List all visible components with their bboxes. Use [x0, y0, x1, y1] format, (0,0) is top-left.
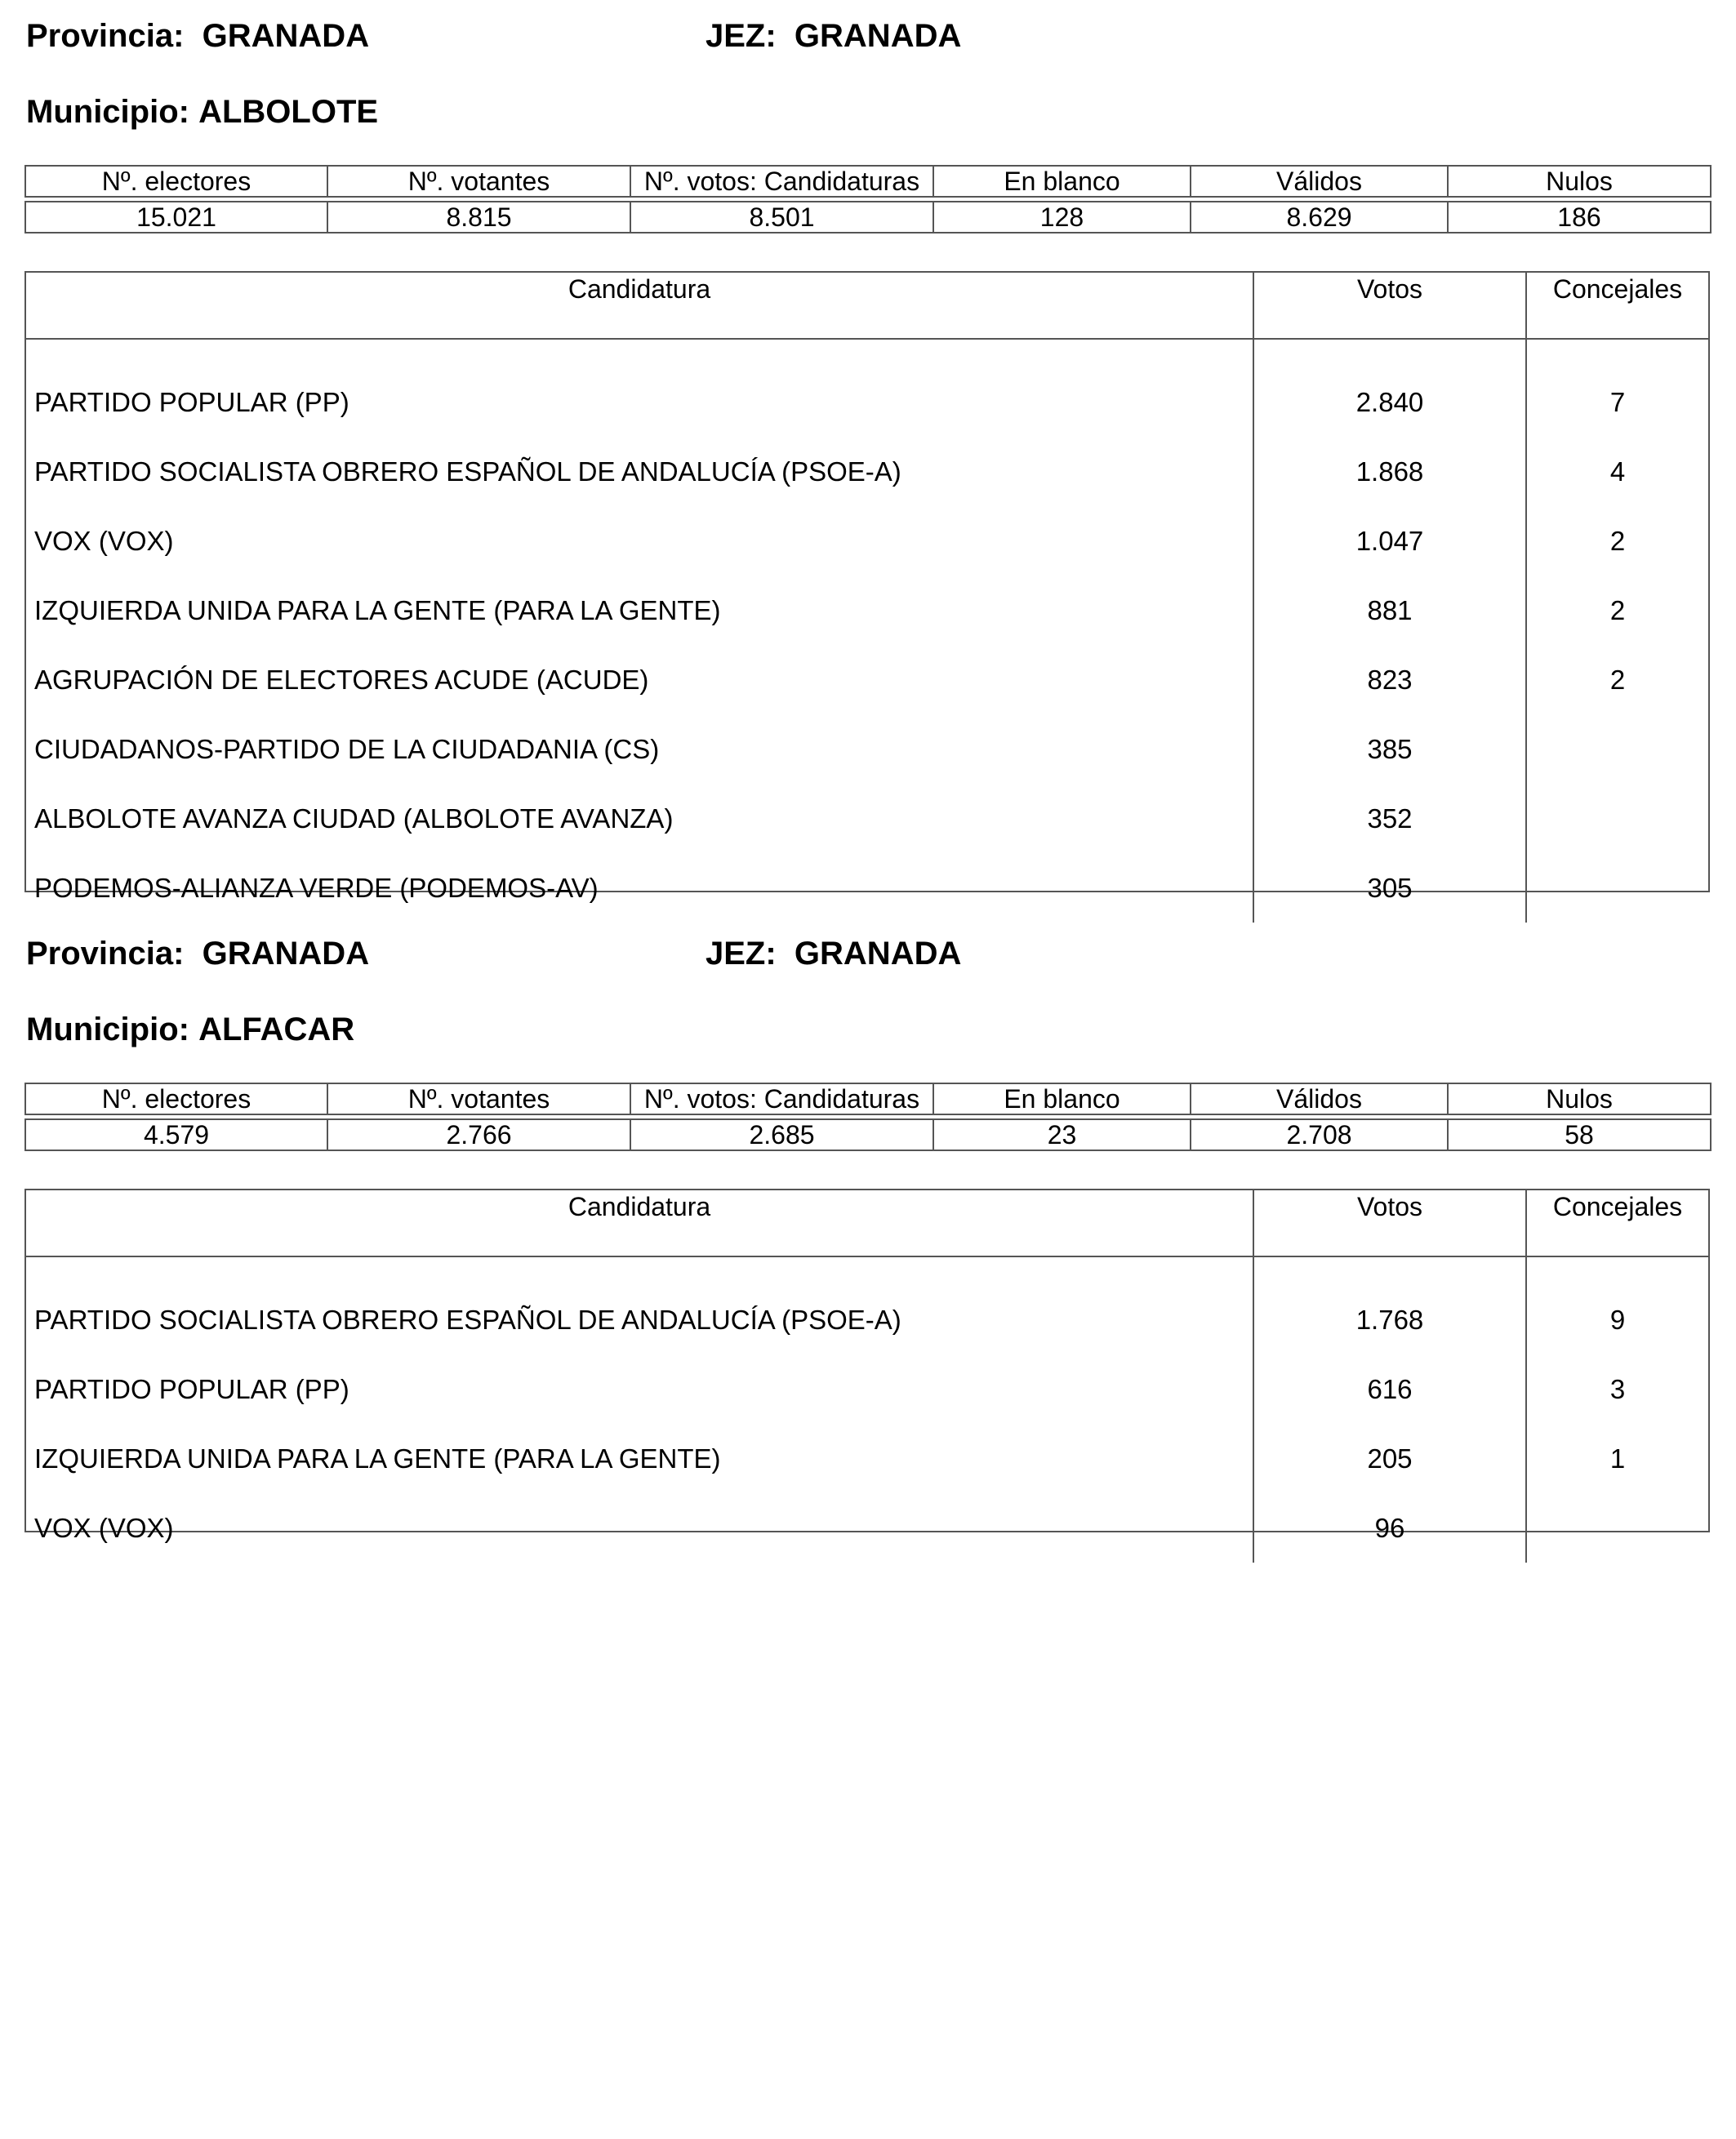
candidatura-name: PARTIDO POPULAR (PP): [26, 340, 1254, 437]
provincia-label: Provincia:: [26, 18, 185, 54]
candidatura-votos: 352: [1254, 784, 1527, 853]
jez-value: GRANADA: [794, 18, 962, 54]
stats-value-row: [25, 1119, 1711, 1150]
table-row: [26, 784, 1708, 853]
candidatura-concejales: 3: [1609, 1373, 1626, 1404]
stats-value-nulos: 58: [1448, 1119, 1711, 1150]
table-row: [26, 1493, 1708, 1563]
candidatura-concejales: 2: [1609, 594, 1626, 625]
candidatura-votos: 823: [1254, 645, 1527, 714]
stats-header-votos-candidaturas: Nº. votos: Candidaturas: [630, 1083, 933, 1114]
candidatura-concejales: 2: [1609, 664, 1626, 695]
provincia-line: [26, 18, 369, 55]
candidatura-concejales: [1527, 1493, 1708, 1563]
candidatura-name: AGRUPACIÓN DE ELECTORES ACUDE (ACUDE): [26, 645, 1254, 714]
candidatura-name: ALBOLOTE AVANZA CIUDAD (ALBOLOTE AVANZA): [26, 784, 1254, 853]
candidatura-concejales: 7: [1609, 386, 1626, 417]
candidatura-concejales: [1527, 784, 1708, 853]
candidatura-name: PODEMOS-ALIANZA VERDE (PODEMOS-AV): [26, 853, 1254, 923]
municipio-value: ALBOLOTE: [198, 94, 379, 130]
candidatura-name: VOX (VOX): [26, 1493, 1254, 1563]
stats-header-votantes: Nº. votantes: [327, 166, 630, 197]
table-row: [26, 1354, 1708, 1424]
candidatura-votos: 305: [1254, 853, 1527, 923]
stats-header-electores: Nº. electores: [25, 1083, 327, 1114]
candidatura-name: VOX (VOX): [26, 506, 1254, 576]
table-row: [26, 1424, 1708, 1493]
municipio-line: [26, 1012, 354, 1048]
candidatura-votos: 616: [1254, 1354, 1527, 1424]
jez-line: [706, 18, 961, 55]
candidatura-name: CIUDADANOS-PARTIDO DE LA CIUDADANIA (CS): [26, 714, 1254, 784]
municipio-label: Municipio:: [26, 1012, 189, 1047]
stats-value-votos-candidaturas: 2.685: [630, 1119, 933, 1150]
stats-value-row: [25, 202, 1711, 233]
candidatura-concejales: 2: [1609, 525, 1626, 556]
stats-value-nulos: 186: [1448, 202, 1711, 233]
candidatura-name: IZQUIERDA UNIDA PARA LA GENTE (PARA LA GENTE): [26, 576, 1254, 645]
candidaturas-table: [24, 1189, 1710, 1543]
stats-value-electores: 4.579: [25, 1119, 327, 1150]
candidatura-concejales: [1527, 853, 1708, 923]
candidatura-votos: 205: [1254, 1424, 1527, 1493]
stats-header-row: [25, 166, 1711, 197]
table-row: [26, 340, 1708, 437]
header-candidatura: Candidatura: [26, 273, 1254, 338]
header-candidatura: Candidatura: [26, 1190, 1254, 1256]
stats-value-votantes: 8.815: [327, 202, 630, 233]
table-row: [26, 576, 1708, 645]
stats-value-en-blanco: 128: [933, 202, 1191, 233]
candidatura-votos: 96: [1254, 1493, 1527, 1563]
candidatura-votos: 385: [1254, 714, 1527, 784]
stats-value-electores: 15.021: [25, 202, 327, 233]
stats-header-en-blanco: En blanco: [933, 1083, 1191, 1114]
candidaturas-header-row: [26, 1190, 1708, 1257]
jez-line: [706, 936, 961, 972]
jez-label: JEZ:: [706, 936, 777, 972]
stats-header-validos: Válidos: [1191, 166, 1448, 197]
candidaturas-header-row: [26, 273, 1708, 340]
stats-header-votantes: Nº. votantes: [327, 1083, 630, 1114]
candidaturas-table: [24, 271, 1710, 903]
candidatura-name: PARTIDO POPULAR (PP): [26, 1354, 1254, 1424]
candidatura-votos: 1.768: [1254, 1257, 1527, 1354]
stats-value-votantes: 2.766: [327, 1119, 630, 1150]
candidatura-votos: 881: [1254, 576, 1527, 645]
municipio-line: [26, 94, 378, 131]
jez-label: JEZ:: [706, 18, 777, 54]
municipio-label: Municipio:: [26, 94, 189, 130]
header-votos: Votos: [1254, 1190, 1527, 1256]
header-concejales: Concejales: [1552, 274, 1683, 304]
stats-value-votos-candidaturas: 8.501: [630, 202, 933, 233]
table-row: [26, 1257, 1708, 1354]
provincia-value: GRANADA: [202, 18, 370, 54]
candidatura-concejales: 9: [1609, 1304, 1626, 1335]
provincia-label: Provincia:: [26, 936, 185, 972]
candidatura-concejales: 4: [1609, 456, 1626, 487]
stats-header-row: [25, 1083, 1711, 1114]
candidatura-name: IZQUIERDA UNIDA PARA LA GENTE (PARA LA GENTE): [26, 1424, 1254, 1493]
candidatura-concejales: [1527, 714, 1708, 784]
stats-header-nulos: Nulos: [1448, 1083, 1711, 1114]
table-row: [26, 714, 1708, 784]
stats-header-validos: Válidos: [1191, 1083, 1448, 1114]
jez-value: GRANADA: [794, 936, 962, 972]
stats-header-nulos: Nulos: [1448, 166, 1711, 197]
table-row: [26, 506, 1708, 576]
header-concejales: Concejales: [1552, 1192, 1683, 1221]
candidatura-votos: 2.840: [1254, 340, 1527, 437]
table-row: [26, 645, 1708, 714]
stats-header-electores: Nº. electores: [25, 166, 327, 197]
table-row: [26, 853, 1708, 923]
stats-table: [24, 165, 1712, 233]
stats-header-en-blanco: En blanco: [933, 166, 1191, 197]
candidatura-concejales: 1: [1609, 1443, 1626, 1474]
provincia-line: [26, 936, 369, 972]
stats-value-en-blanco: 23: [933, 1119, 1191, 1150]
candidatura-name: PARTIDO SOCIALISTA OBRERO ESPAÑOL DE ANDALUCÍA (PSOE-A): [26, 1257, 1254, 1354]
header-votos: Votos: [1254, 273, 1527, 338]
municipio-value: ALFACAR: [198, 1012, 355, 1047]
candidatura-name: PARTIDO SOCIALISTA OBRERO ESPAÑOL DE ANDALUCÍA (PSOE-A): [26, 437, 1254, 506]
provincia-value: GRANADA: [202, 936, 370, 972]
stats-table: [24, 1083, 1712, 1151]
table-row: [26, 437, 1708, 506]
stats-value-validos: 8.629: [1191, 202, 1448, 233]
candidatura-votos: 1.047: [1254, 506, 1527, 576]
stats-header-votos-candidaturas: Nº. votos: Candidaturas: [630, 166, 933, 197]
candidatura-votos: 1.868: [1254, 437, 1527, 506]
stats-value-validos: 2.708: [1191, 1119, 1448, 1150]
